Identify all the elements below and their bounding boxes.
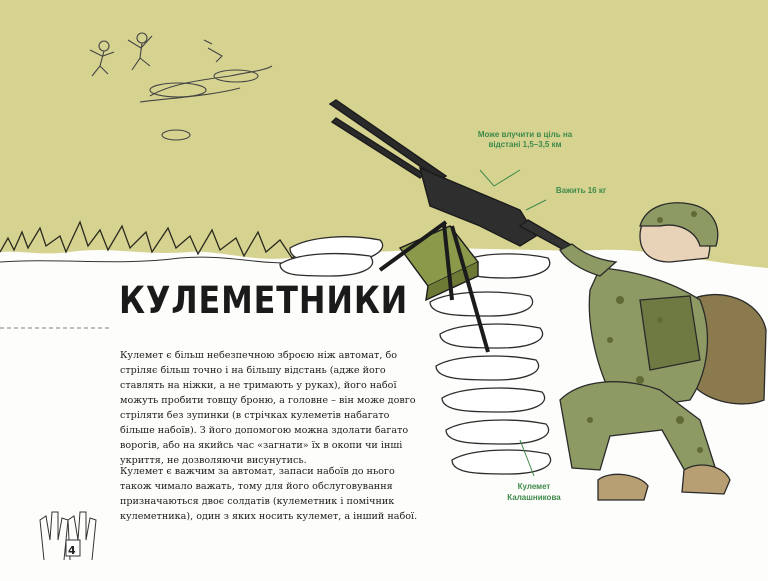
range-annotation: Може влучити в ціль на відстані 1,5–3,5 км bbox=[477, 130, 573, 149]
weight-annotation: Важить 16 кг bbox=[555, 186, 607, 195]
body-paragraph-2: Кулемет є важчим за автомат, запаси набоїв до нього також чимало важать, тому для його обслуговування призначаються двоє солдатів (кулеметник і помічник кулеметника), один з яких носить кулемет, а інший набої. bbox=[120, 466, 418, 522]
body-paragraph-1: Кулемет є більш небезпечною зброєю ніж автомат, бо стріляє більш точно і на більшу відстань (адже його ставлять на ніжки, а не тримають у руках), його набої можуть пробити товщу броню, а головне – він може довго стріляти без зупинки (в стрічках кулеметів набагато більше набоїв). З його допомогою можна здолати багато ворогів, або на якийсь час «загнати» їх в окопи чи інші укриття, не дозволяючи висунутись. bbox=[120, 350, 416, 466]
page-title: КУЛЕМЕТНИКИ bbox=[119, 279, 409, 322]
gun-name-annotation: Кулемет Калашникова bbox=[507, 482, 561, 502]
page-number: 4 bbox=[68, 544, 76, 557]
